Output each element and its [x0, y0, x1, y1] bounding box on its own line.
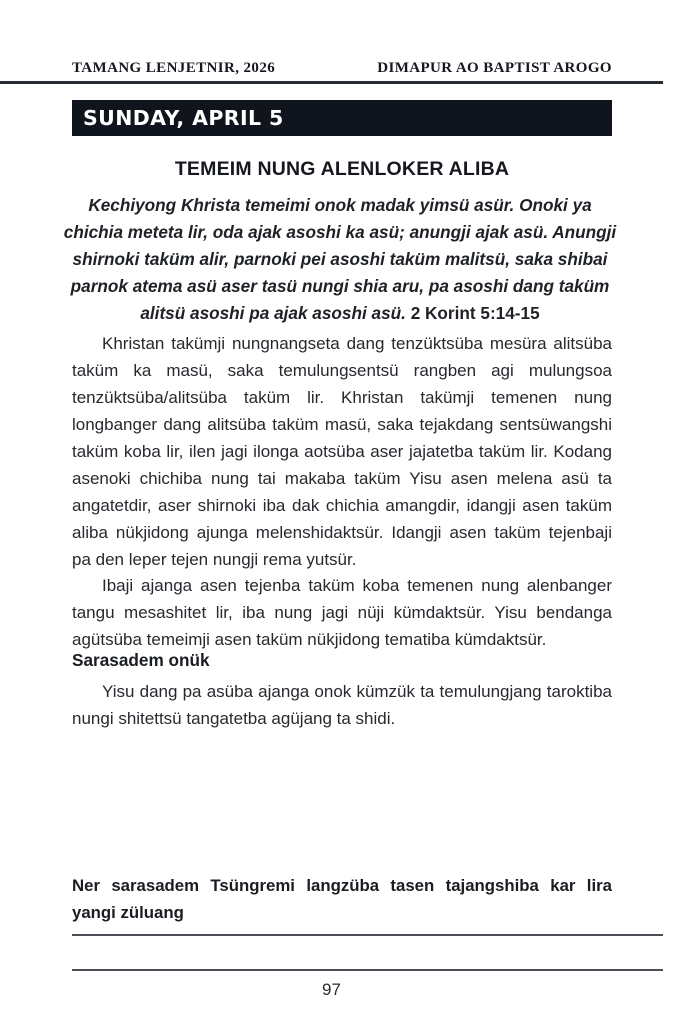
write-in-line-1 — [72, 934, 663, 936]
date-banner — [72, 100, 612, 136]
date-banner-label: SUNDAY, APRIL 5 — [83, 106, 284, 130]
running-header-left: TAMANG LENJETNIR, 2026 — [72, 60, 276, 76]
subheading-paragraph: Yisu dang pa asüba ajanga onok kümzük ta temulungjang taroktiba nungi shitettsü tangatetba agüjang ta shidi. — [72, 682, 612, 728]
running-header — [72, 60, 612, 77]
scripture-reference: 2 Korint 5:14-15 — [410, 303, 540, 323]
scripture-text: Kechiyong Khrista temeimi onok madak yimsü asür. Onoki ya chichia meteta lir, oda ajak asoshi ka asü; anungji ajak asü. Anungji shirnoki taküm alir, parnoki pei asoshi taküm malitsü, saka shibai parnok atema asü aser tasü nungi shia aru, pa asoshi dang taküm alitsü asoshi pa ajak asoshi asü. — [63, 195, 617, 323]
header-rule — [0, 81, 663, 84]
subheading: Sarasadem onük — [72, 650, 210, 670]
running-header-right: DIMAPUR AO BAPTIST AROGO — [377, 60, 612, 76]
article-title: TEMEIM NUNG ALENLOKER ALIBA — [174, 158, 510, 180]
body-paragraph-1: Khristan takümji nungnangseta dang tenzüktsüba mesüra alitsüba taküm ka masü, saka temulungsentsü rangben agi mulungsoa tenzüktsüba/alitsüba taküm lir. Khristan takümji temenen nung longbanger dang alitsüba taküm masü, saka tejakdang sentsüwangshi taküm koba lir, ilen jagi ilonga aotsüba aser jajatetba taküm lir. Kodang asenoki chichiba nung tai makaba taküm Yisu asen melena asü ta angatetdir, aser shirnoki iba dak chichia amangdir, idangji asen taküm aliba nükjidong ajunga melenshidaktsür. Idangji asen taküm tejenbaji pa den leper tejen nungji rema yutsür. — [72, 334, 612, 569]
scripture-quote — [60, 192, 620, 327]
footer-note: Ner sarasadem Tsüngremi langzüba tasen tajangshiba kar lira yangi züluang — [72, 876, 612, 922]
page-number: 97 — [322, 980, 341, 999]
write-in-line-2 — [72, 969, 663, 971]
body-paragraph-2: Ibaji ajanga asen tejenba taküm koba temenen nung alenbanger tangu mesashitet lir, iba nung jagi nüji kümdaktsür. Yisu bendanga agütsüba temeimji asen taküm nükjidong tematiba kümdaktsür. — [72, 576, 612, 649]
